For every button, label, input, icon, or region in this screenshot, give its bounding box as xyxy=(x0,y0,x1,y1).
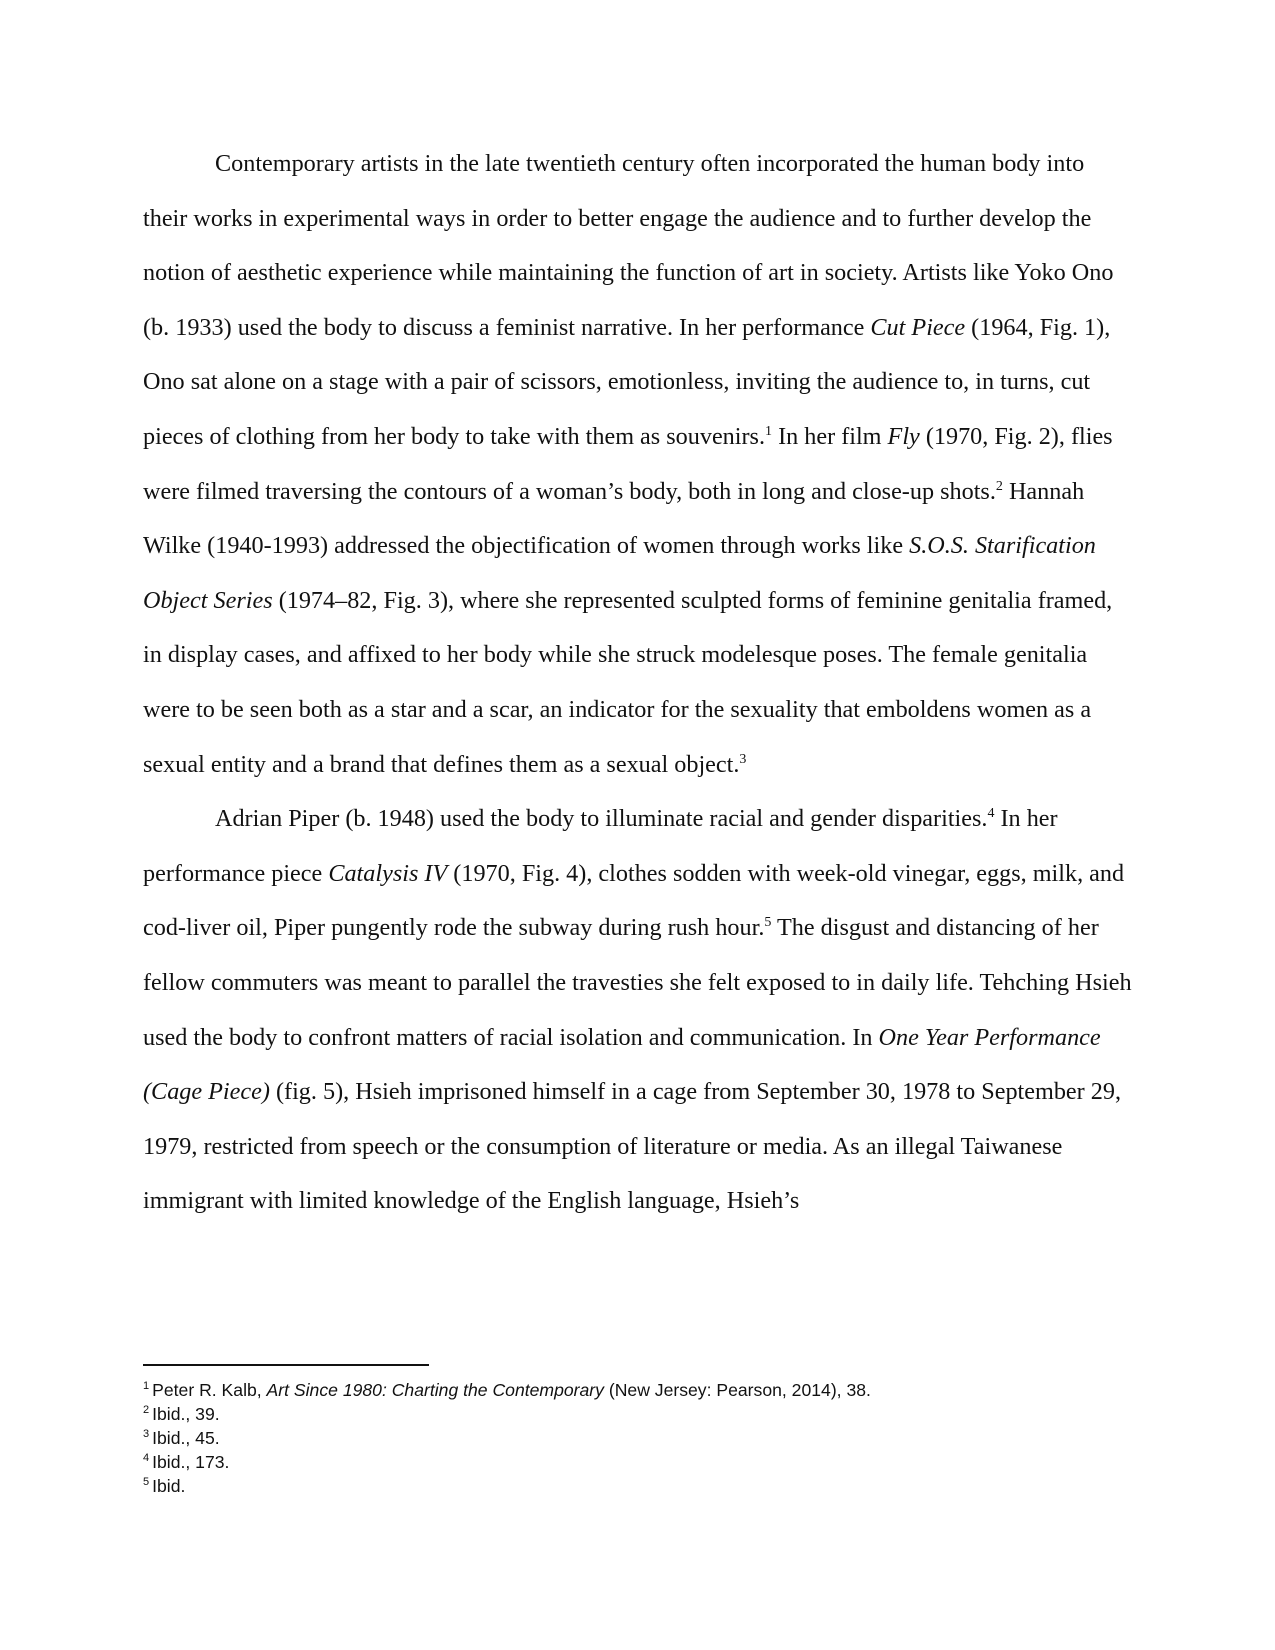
footnote-text: Ibid., 173. xyxy=(152,1452,230,1472)
footnote-number: 4 xyxy=(143,1452,150,1464)
footnote-ref-4: 4 xyxy=(987,806,995,822)
footnote-1 xyxy=(143,1378,1133,1402)
artwork-title-sos: S.O.S. Starification Object Series xyxy=(143,532,1096,614)
footnote-5 xyxy=(143,1474,1133,1498)
book-title: Art Since 1980: Charting the Contemporary xyxy=(266,1380,604,1400)
artwork-title-cut-piece: Cut Piece xyxy=(870,313,966,341)
text-run: (1974–82, Fig. 3), where she represented sculpted forms of feminine genitalia framed, in display cases, and affixed to her body while she struck modelesque poses. The female genitalia were to be seen both as a star and a scar, an indicator for the sexuality that emboldens women as a sexual entity and a brand that defines them as a sexual object. xyxy=(143,586,1113,778)
footnote-text: Ibid., 39. xyxy=(152,1404,220,1424)
footnote-4 xyxy=(143,1450,1133,1474)
text-run: In her film xyxy=(772,422,888,450)
text-run: In her performance piece xyxy=(143,805,1058,887)
text-run: (fig. 5), Hsieh imprisoned himself in a cage from September 30, 1978 to September 29, 1979, restricted from speech or the consumption of literature or media. As an illegal Taiwanese immigrant with limited knowledge of the English language, Hsieh’s xyxy=(143,1078,1121,1215)
text-run: Hannah Wilke (1940-1993) addressed the objectification of women through works like xyxy=(143,477,1085,560)
body-text xyxy=(143,137,1133,1229)
footnote-number: 5 xyxy=(143,1476,150,1488)
artwork-title-catalysis: Catalysis IV xyxy=(328,859,448,887)
footnote-separator xyxy=(143,1364,429,1366)
text-run: (1964, Fig. 1), Ono sat alone on a stage with a pair of scissors, emotionless, inviting the audience to, in turns, cut pieces of clothing from her body to take with them as souvenirs. xyxy=(143,313,1111,450)
footnote-ref-3: 3 xyxy=(739,751,747,767)
footnote-number: 2 xyxy=(143,1404,150,1416)
paragraph-2 xyxy=(143,792,1133,1229)
artwork-title-fly: Fly xyxy=(887,422,920,450)
footnote-ref-5: 5 xyxy=(764,915,772,931)
footnote-2 xyxy=(143,1402,1133,1426)
footnote-text: (New Jersey: Pearson, 2014), 38. xyxy=(603,1380,871,1400)
text-run: (1970, Fig. 4), clothes sodden with week-old vinegar, eggs, milk, and cod-liver oil, Piper pungently rode the subway during rush hour. xyxy=(143,859,1125,942)
footnote-text: Peter R. Kalb, xyxy=(152,1380,267,1400)
footnote-number: 3 xyxy=(143,1428,150,1440)
footnote-ref-1: 1 xyxy=(765,423,773,439)
footnotes xyxy=(143,1378,1133,1498)
footnote-text: Ibid., 45. xyxy=(152,1428,220,1448)
footnote-number: 1 xyxy=(143,1380,150,1392)
paragraph-1 xyxy=(143,137,1133,792)
text-run: (1970, Fig. 2), flies were filmed traversing the contours of a woman’s body, both in long and close-up shots. xyxy=(143,422,1113,505)
footnote-text: Ibid. xyxy=(152,1476,186,1496)
footnote-3 xyxy=(143,1426,1133,1450)
footnote-ref-2: 2 xyxy=(995,478,1003,494)
text-run: Adrian Piper (b. 1948) used the body to illuminate racial and gender disparities. xyxy=(215,805,988,833)
text-run: The disgust and distancing of her fellow commuters was meant to parallel the travesties she felt exposed to in daily life. Tehching Hsieh used the body to confront matters of racial isolation and communication. In xyxy=(143,914,1132,1051)
artwork-title-one-year: One Year Performance (Cage Piece) xyxy=(143,1023,1101,1106)
text-run: Contemporary artists in the late twentieth century often incorporated the human body into their works in experimental ways in order to better engage the audience and to further develop the notion of aesthetic experience while maintaining the function of art in society. Artists like Yoko Ono (b. 1933) used the body to discuss a feminist narrative. In her performance xyxy=(143,150,1114,341)
